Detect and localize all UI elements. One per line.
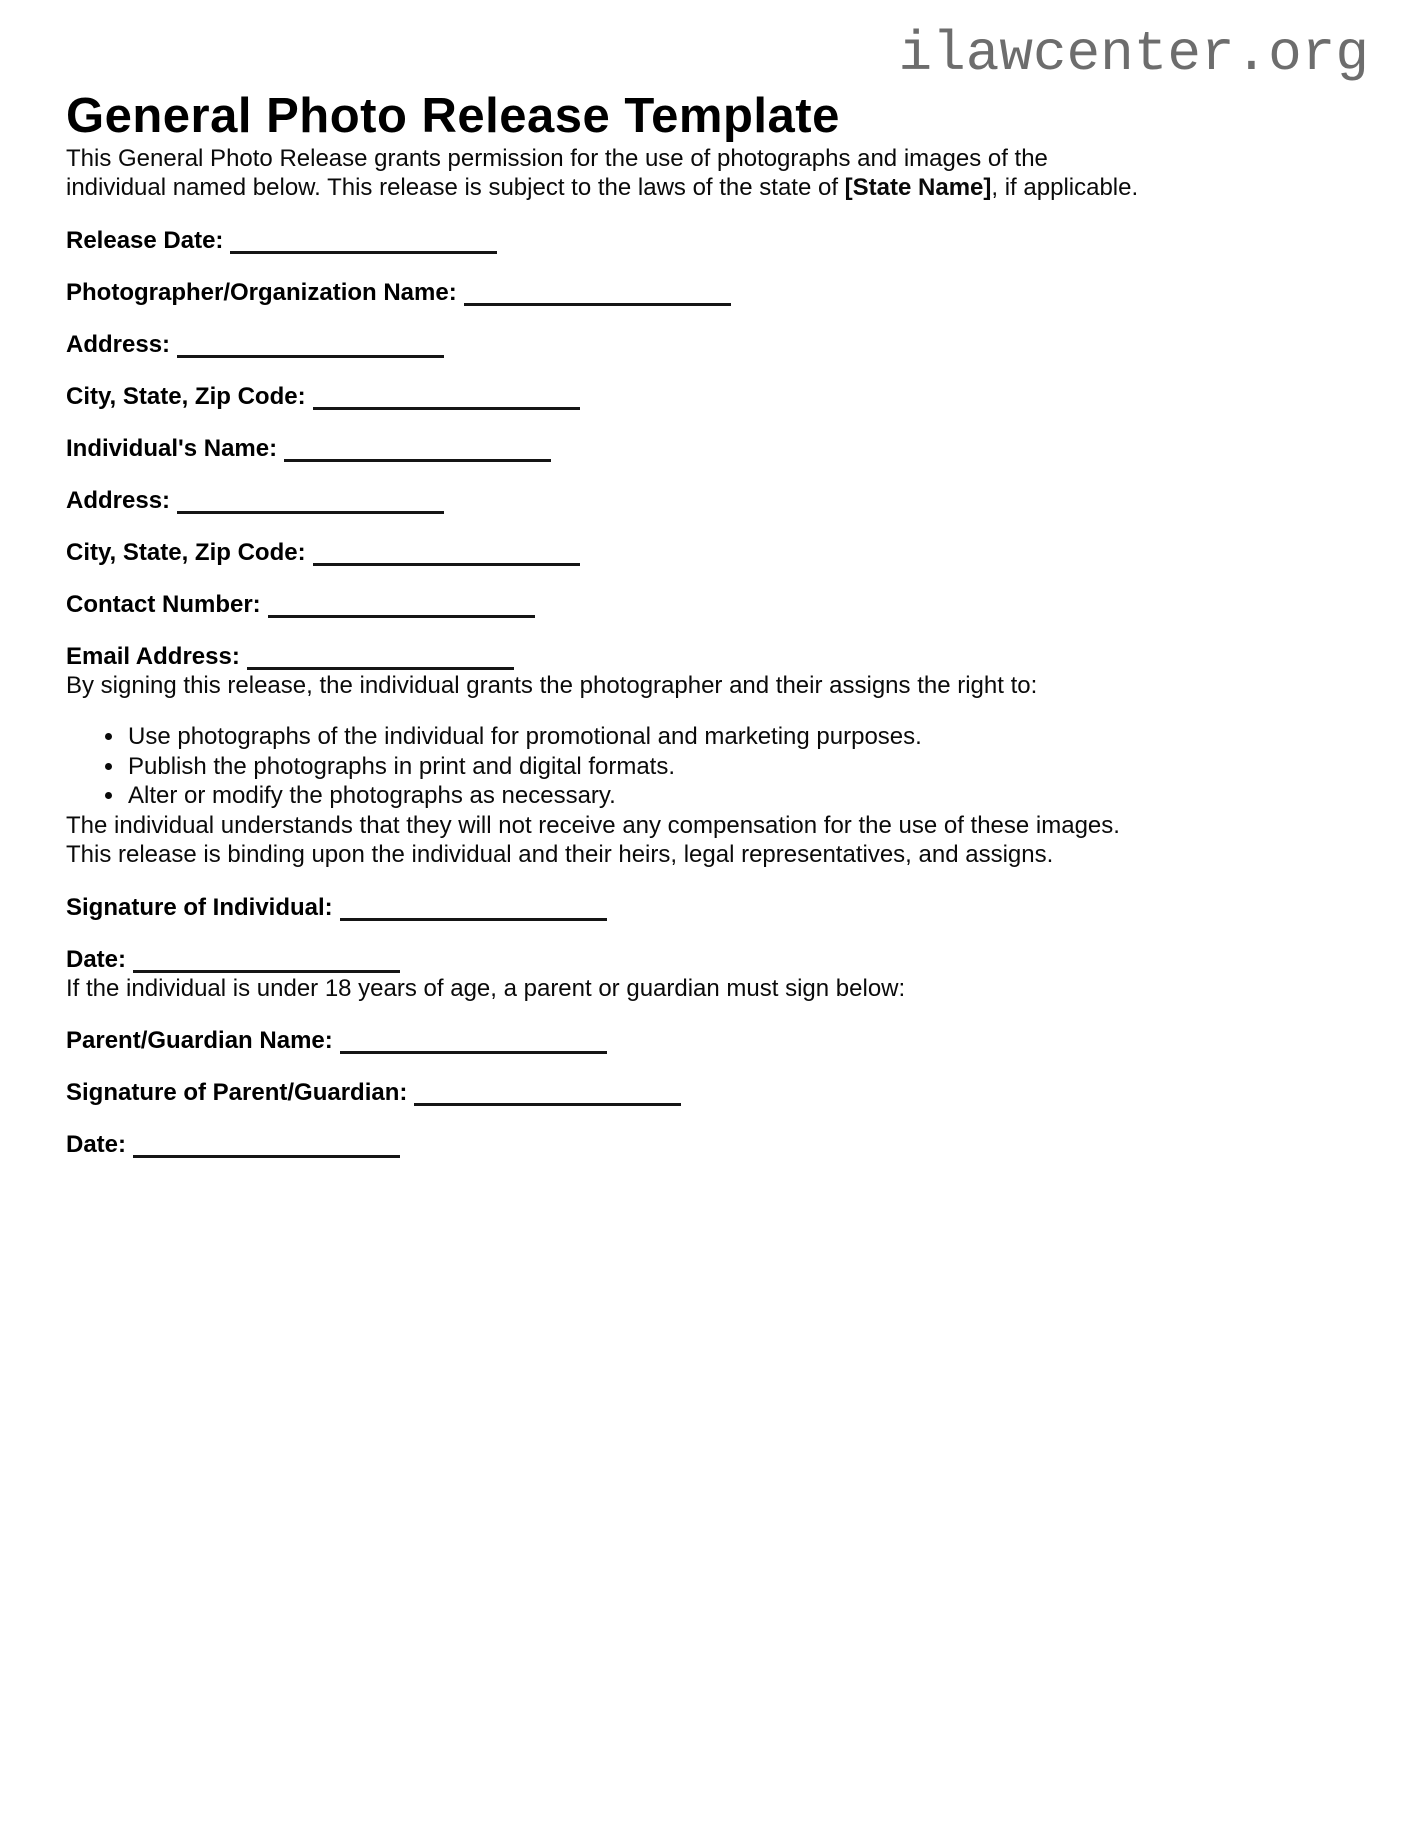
guardian-sign-date-blank-line — [133, 1132, 400, 1158]
intro-text-after: , if applicable. — [991, 174, 1139, 202]
field-photographer-address — [66, 330, 1141, 359]
field-individual-city-state-zip — [66, 538, 1141, 567]
field-label: City, State, Zip Code: — [66, 538, 306, 566]
field-label: Address: — [66, 330, 171, 358]
field-label: City, State, Zip Code: — [66, 382, 306, 410]
individual-address-blank-line — [177, 488, 444, 514]
field-label: Photographer/Organization Name: — [66, 278, 457, 306]
photographer-name-blank-line — [464, 280, 731, 306]
state-name-placeholder: [State Name] — [844, 174, 992, 202]
page-title: General Photo Release Template — [66, 89, 840, 143]
rights-bullet-item: • Publish the photographs in print and digital formats. — [126, 752, 1141, 782]
compensation-clause-paragraph: The individual understands that they will not receive any compensation for the use of these images. This release is binding upon the individual and their heirs, legal representatives, and assigns. — [66, 811, 1120, 869]
field-label: Address: — [66, 486, 171, 514]
field-parent-guardian-name — [66, 1026, 1141, 1055]
document-body — [66, 144, 1141, 1160]
intro-text-before: This General Photo Release grants permission for the use of photographs and images of the individual named below. This release is subject to the laws of the state of — [66, 144, 1048, 202]
field-label: Date: — [66, 1131, 127, 1159]
contact-number-blank-line — [268, 592, 535, 618]
parent-guardian-name-blank-line — [340, 1028, 607, 1054]
field-label: Individual's Name: — [66, 434, 278, 462]
field-photographer-city-state-zip — [66, 382, 1141, 411]
field-release-date — [66, 226, 1141, 255]
field-label: Release Date: — [66, 226, 224, 254]
field-guardian-sign-date — [66, 1130, 1141, 1159]
field-signature-of-parent-guardian — [66, 1078, 1141, 1107]
field-photographer-organization-name — [66, 278, 1141, 307]
field-email-address — [66, 642, 1141, 671]
field-individual-name — [66, 434, 1141, 463]
rights-bullet-list — [66, 722, 1141, 811]
individual-signature-blank-line — [340, 895, 607, 921]
release-date-blank-line — [230, 228, 497, 254]
parent-guardian-signature-blank-line — [414, 1080, 681, 1106]
individual-city-state-zip-blank-line — [313, 540, 580, 566]
field-label: Parent/Guardian Name: — [66, 1027, 333, 1055]
photographer-address-blank-line — [177, 332, 444, 358]
field-label: Signature of Individual: — [66, 893, 333, 921]
email-address-blank-line — [247, 644, 514, 670]
field-label: Contact Number: — [66, 590, 261, 618]
field-signature-of-individual — [66, 893, 1141, 922]
individual-sign-date-blank-line — [133, 947, 400, 973]
site-logo: ilawcenter.org — [898, 22, 1369, 86]
field-label: Email Address: — [66, 642, 240, 670]
grant-clause-paragraph: By signing this release, the individual grants the photographer and their assigns the right to: — [66, 671, 1038, 699]
intro-paragraph — [66, 144, 1141, 203]
rights-bullet-item: • Use photographs of the individual for promotional and marketing purposes. — [126, 722, 1141, 752]
photographer-city-state-zip-blank-line — [313, 384, 580, 410]
field-individual-sign-date — [66, 945, 1141, 974]
minor-clause-paragraph: If the individual is under 18 years of age, a parent or guardian must sign below: — [66, 974, 906, 1002]
field-contact-number — [66, 590, 1141, 619]
rights-bullet-item: • Alter or modify the photographs as necessary. — [126, 781, 1141, 811]
field-individual-address — [66, 486, 1141, 515]
field-label: Date: — [66, 945, 127, 973]
field-label: Signature of Parent/Guardian: — [66, 1079, 408, 1107]
individual-name-blank-line — [284, 436, 551, 462]
